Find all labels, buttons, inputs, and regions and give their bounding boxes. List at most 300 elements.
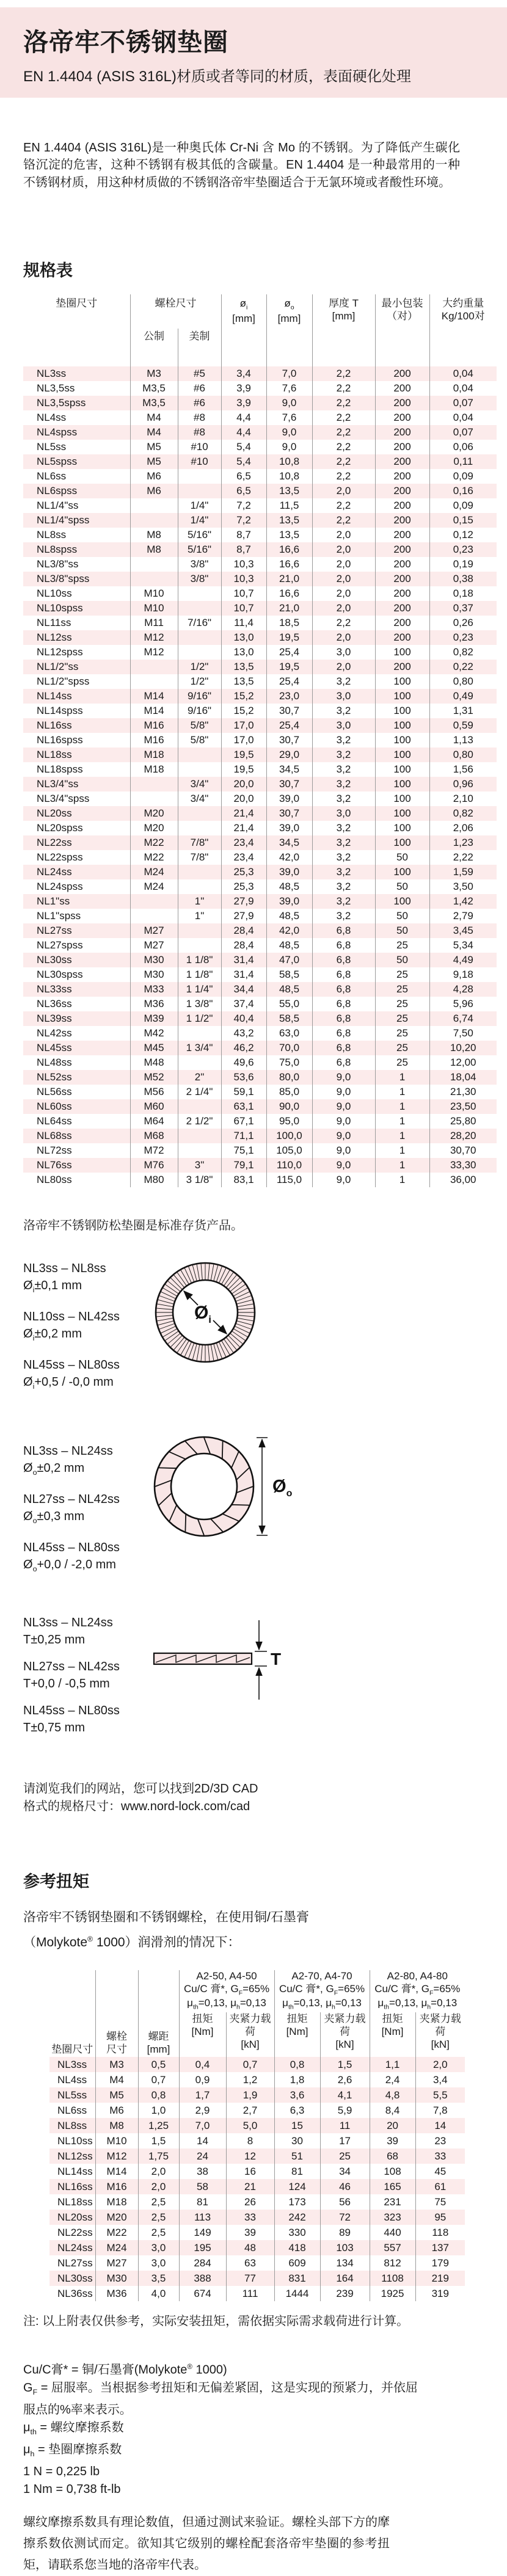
table-cell: 15	[274, 2118, 320, 2133]
size-range-label	[23, 1356, 153, 1395]
table-cell: 7,6	[266, 410, 312, 425]
table-cell: NL1/2"spss	[37, 675, 90, 688]
table-cell: M3	[130, 366, 178, 381]
table-cell: NL1"spss	[37, 910, 81, 922]
table-cell: 46,2	[221, 1041, 266, 1055]
table-row	[23, 953, 497, 967]
table-cell: NL12ss	[37, 631, 72, 644]
table-cell: 3,2	[312, 894, 375, 909]
table-cell	[178, 1143, 221, 1158]
table-row	[23, 835, 497, 850]
tolerance-text: $Ø_o\pm 0,2$ mm	[23, 1461, 85, 1477]
table-cell: 34,4	[221, 982, 266, 997]
table-cell: 39,0	[266, 791, 312, 806]
table-cell: 2,0	[312, 572, 375, 586]
table-cell: 30,7	[266, 704, 312, 718]
table-cell: 16,6	[266, 542, 312, 557]
table-cell: NL20ss	[37, 807, 72, 820]
table-cell: 63,1	[221, 1099, 266, 1114]
table-row	[23, 923, 497, 938]
table-cell: 137	[415, 2240, 465, 2255]
table-row	[23, 601, 497, 616]
table-cell: 200	[375, 557, 429, 572]
table-cell: 1 1/2"	[178, 1011, 221, 1026]
table-row	[49, 2072, 465, 2087]
table-cell: NL30ss	[37, 954, 72, 966]
table-cell: 200	[375, 586, 429, 601]
col-header-washer-size: 垫圈尺寸	[51, 2043, 93, 2055]
table-cell: 165	[370, 2179, 415, 2194]
table-cell: 21,0	[266, 572, 312, 586]
table-cell: 0,11	[429, 454, 497, 469]
table-cell: 13,0	[221, 645, 266, 660]
table-cell: 2,0	[312, 484, 375, 498]
table-cell: 81	[274, 2164, 320, 2179]
table-cell	[178, 821, 221, 835]
table-cell: 239	[320, 2286, 370, 2301]
table-cell: 27,9	[221, 894, 266, 909]
table-cell: 2,0	[415, 2057, 465, 2072]
table-cell: 200	[375, 425, 429, 440]
table-cell: NL33ss	[37, 983, 72, 995]
table-cell: M30	[130, 953, 178, 967]
table-cell: 16,6	[266, 557, 312, 572]
table-row	[49, 2103, 465, 2118]
table-cell: 2,2	[312, 513, 375, 528]
table-cell: 9,0	[312, 1070, 375, 1085]
table-cell: 4,1	[320, 2087, 370, 2103]
table-cell: 134	[320, 2255, 370, 2271]
table-cell: 34,5	[266, 762, 312, 777]
table-cell	[130, 513, 178, 528]
table-cell: 5,4	[221, 440, 266, 454]
table-cell: 100	[375, 645, 429, 660]
table-cell: 3,9	[221, 381, 266, 396]
table-cell: 2,0	[312, 557, 375, 572]
table-cell: 1,7	[179, 2087, 226, 2103]
table-cell: 1,23	[429, 835, 497, 850]
table-cell: NL60ss	[37, 1101, 72, 1113]
table-row	[23, 1041, 497, 1055]
table-cell: 95,0	[266, 1114, 312, 1129]
table-cell: M12	[130, 645, 178, 660]
table-row	[49, 2164, 465, 2179]
table-cell: 5,0	[226, 2118, 274, 2133]
table-cell: M52	[130, 1070, 178, 1085]
table-cell: NL22spss	[37, 851, 83, 864]
table-cell: 1,56	[429, 762, 497, 777]
table-cell: 3,2	[312, 748, 375, 762]
col-header-outer-diameter: $ø_o$ [mm]	[266, 294, 312, 366]
table-cell: #5	[178, 366, 221, 381]
tolerance-text: $Ø_i\pm 0,1$ mm	[23, 1279, 82, 1295]
table-cell: NL14ss	[57, 2165, 93, 2177]
table-row	[49, 2255, 465, 2271]
table-cell: 0,26	[429, 616, 497, 630]
table-cell: 21,0	[266, 601, 312, 616]
table-cell: 108	[370, 2164, 415, 2179]
table-cell: 100	[375, 689, 429, 704]
table-cell: #6	[178, 381, 221, 396]
table-row	[23, 572, 497, 586]
table-cell	[178, 762, 221, 777]
table-cell: 23,50	[429, 1099, 497, 1114]
table-cell: 9,0	[312, 1129, 375, 1143]
table-cell: 53,6	[221, 1070, 266, 1085]
table-cell: 25,4	[266, 645, 312, 660]
table-cell: M56	[130, 1085, 178, 1099]
col-header-clamp-3: 夹紧力载荷 [kN]	[415, 2012, 465, 2057]
table-cell: NL22ss	[57, 2226, 93, 2238]
table-cell: 0,19	[429, 557, 497, 572]
table-cell: 80,0	[266, 1070, 312, 1085]
table-cell: 12,00	[429, 1055, 497, 1070]
table-cell: 3,2	[312, 733, 375, 748]
table-cell: 2,0	[312, 586, 375, 601]
table-cell: NL5spss	[37, 456, 78, 468]
table-cell: 5,4	[221, 454, 266, 469]
table-cell: NL6ss	[57, 2104, 87, 2116]
table-cell: 1,9	[226, 2087, 274, 2103]
table-row	[23, 718, 497, 733]
table-cell: NL3,5ss	[37, 382, 75, 395]
table-cell	[178, 1099, 221, 1114]
table-cell: 25	[375, 982, 429, 997]
table-cell: 1/4"	[178, 513, 221, 528]
table-cell: 7/8"	[178, 850, 221, 865]
table-cell: 3,0	[312, 689, 375, 704]
table-cell: 25,80	[429, 1114, 497, 1129]
table-cell: 2,0	[312, 630, 375, 645]
table-cell: 113	[179, 2210, 226, 2225]
table-cell: 16,6	[266, 586, 312, 601]
outer-diameter-washer-drawing	[153, 1434, 305, 1539]
table-cell: 1	[375, 1129, 429, 1143]
table-cell: 200	[375, 528, 429, 542]
table-cell: 95	[415, 2210, 465, 2225]
table-cell: 81	[179, 2194, 226, 2210]
table-cell: 50	[375, 850, 429, 865]
table-cell: 3/8"	[178, 557, 221, 572]
table-cell: 0,04	[429, 410, 497, 425]
table-cell: 11	[320, 2118, 370, 2133]
table-cell: NL8ss	[37, 529, 67, 541]
table-cell: 2,2	[312, 396, 375, 410]
table-cell: 100	[375, 865, 429, 879]
table-cell: NL16spss	[37, 734, 83, 746]
table-cell: M6	[95, 2103, 138, 2118]
table-cell: 1	[375, 1143, 429, 1158]
table-cell: 2,2	[312, 454, 375, 469]
size-range-label	[23, 1443, 153, 1481]
range-text: NL3ss – NL8ss	[23, 1262, 106, 1276]
table-cell: NL27ss	[37, 925, 72, 937]
table-cell: 0,37	[429, 601, 497, 616]
table-cell: 388	[179, 2271, 226, 2286]
table-cell: 3,0	[312, 718, 375, 733]
spec-table	[23, 294, 497, 1187]
col-header-torque-1: 扭矩 [Nm]	[179, 2012, 226, 2057]
table-cell: M18	[130, 748, 178, 762]
table-cell: 3/8"	[178, 572, 221, 586]
table-cell: 9,0	[312, 1158, 375, 1173]
table-cell: 9/16"	[178, 689, 221, 704]
table-cell: 28,20	[429, 1129, 497, 1143]
table-cell: 0,07	[429, 425, 497, 440]
table-cell: NL3,5spss	[37, 397, 86, 409]
tolerance-text: $Ø_i+0,5 / -0,0$ mm	[23, 1375, 114, 1391]
table-cell: 164	[320, 2271, 370, 2286]
table-cell: 4,8	[370, 2087, 415, 2103]
size-range-label	[23, 1308, 153, 1347]
table-cell: NL30spss	[37, 969, 83, 981]
table-cell: 50	[375, 879, 429, 894]
table-cell: 1,8	[274, 2072, 320, 2087]
table-cell: 10,20	[429, 1041, 497, 1055]
table-cell: 284	[179, 2255, 226, 2271]
table-cell: 1 1/8"	[178, 953, 221, 967]
table-cell: 3,6	[274, 2087, 320, 2103]
table-row	[23, 410, 497, 425]
table-cell: 39,0	[266, 821, 312, 835]
table-cell: 2,2	[312, 366, 375, 381]
table-cell	[178, 806, 221, 821]
table-cell: NL4ss	[37, 412, 67, 424]
table-cell: NL1/4"ss	[37, 500, 79, 512]
table-cell: 2 1/2"	[178, 1114, 221, 1129]
outer-diameter-symbol: $Ø_o$	[272, 1477, 293, 1499]
range-text: NL3ss – NL24ss	[23, 1616, 113, 1630]
table-cell: 25,4	[266, 718, 312, 733]
table-cell: 1925	[370, 2286, 415, 2301]
table-cell: 2,9	[179, 2103, 226, 2118]
table-cell: 4,28	[429, 982, 497, 997]
table-cell: 200	[375, 440, 429, 454]
table-cell: 2,2	[312, 616, 375, 630]
table-cell: 12	[226, 2148, 274, 2164]
table-cell: 9/16"	[178, 704, 221, 718]
table-cell: M22	[130, 835, 178, 850]
table-cell: 195	[179, 2240, 226, 2255]
table-cell: NL22ss	[37, 837, 72, 849]
table-cell: NL3/8"spss	[37, 573, 90, 585]
table-cell: 0,07	[429, 396, 497, 410]
table-cell: 323	[370, 2210, 415, 2225]
table-cell: 83,1	[221, 1173, 266, 1187]
table-cell: NL18spss	[37, 763, 83, 776]
table-row	[49, 2240, 465, 2255]
table-cell: 3,4	[221, 366, 266, 381]
table-cell: M30	[130, 967, 178, 982]
table-cell: M60	[130, 1099, 178, 1114]
table-cell: 26	[226, 2194, 274, 2210]
table-row	[23, 498, 497, 513]
table-cell: 200	[375, 498, 429, 513]
table-cell: 1,0	[138, 2103, 179, 2118]
table-cell: NL6ss	[37, 470, 67, 482]
table-row	[23, 1055, 497, 1070]
table-cell: 49,6	[221, 1055, 266, 1070]
table-cell: NL5ss	[57, 2089, 87, 2101]
table-cell: 6,8	[312, 1011, 375, 1026]
table-cell: 110,0	[266, 1158, 312, 1173]
table-cell: NL3ss	[57, 2058, 87, 2070]
table-cell: 9,0	[266, 425, 312, 440]
table-row	[49, 2057, 465, 2072]
table-cell: 5,34	[429, 938, 497, 953]
table-cell: 6,8	[312, 1055, 375, 1070]
table-cell: 200	[375, 366, 429, 381]
table-cell: NL3/4"ss	[37, 778, 79, 790]
table-cell: 100	[375, 791, 429, 806]
table-cell: 7,0	[266, 366, 312, 381]
table-cell: 124	[274, 2179, 320, 2194]
table-cell: 9,0	[312, 1143, 375, 1158]
table-row	[23, 381, 497, 396]
table-cell: NL11ss	[37, 617, 71, 629]
table-row	[23, 1099, 497, 1114]
table-cell: NL12ss	[57, 2150, 93, 2162]
table-cell: 2,0	[312, 601, 375, 616]
table-cell: 0,7	[138, 2072, 179, 2087]
table-cell: M27	[130, 923, 178, 938]
size-range-label	[23, 1614, 153, 1648]
table-cell: 6,8	[312, 997, 375, 1011]
table-cell: 55,0	[266, 997, 312, 1011]
table-cell: M14	[95, 2164, 138, 2179]
table-cell: 9,18	[429, 967, 497, 982]
table-row	[23, 645, 497, 660]
thickness-symbol: T	[271, 1650, 282, 1669]
table-cell: 219	[415, 2271, 465, 2286]
table-cell: 2,4	[370, 2072, 415, 2087]
table-cell: 14	[179, 2133, 226, 2148]
tolerance-text: $Ø_i\pm 0,2$ mm	[23, 1327, 82, 1343]
table-row	[23, 938, 497, 953]
table-cell: 0,8	[274, 2057, 320, 2072]
table-cell	[130, 909, 178, 923]
table-cell: 25	[375, 1055, 429, 1070]
table-row	[23, 484, 497, 498]
table-cell: NL39ss	[37, 1013, 72, 1025]
group-header-a2-70: A2-70, A4-70 Cu/C 膏*, $G_F=65\%$ $\mu_{th}=0,13$, $\mu_h=0,13$	[274, 1970, 370, 2012]
table-row	[23, 630, 497, 645]
table-cell: M24	[130, 865, 178, 879]
table-cell: 4,0	[138, 2286, 179, 2301]
table-cell: M16	[130, 733, 178, 748]
table-cell: 2,10	[429, 791, 497, 806]
table-cell: NL14ss	[37, 690, 72, 702]
table-cell: 8	[226, 2133, 274, 2148]
table-cell: 18,5	[266, 616, 312, 630]
table-cell: 25	[320, 2148, 370, 2164]
table-cell: 17,0	[221, 718, 266, 733]
table-cell: 3"	[178, 1158, 221, 1173]
table-cell: 89	[320, 2225, 370, 2240]
table-cell: 1,13	[429, 733, 497, 748]
table-cell: 2"	[178, 1070, 221, 1085]
footnote-nm-ftlb: 1 Nm = 0,738 ft-lb	[23, 2483, 121, 2497]
table-cell: 47,0	[266, 953, 312, 967]
table-cell: 4,49	[429, 953, 497, 967]
table-cell	[130, 660, 178, 674]
table-cell: NL27spss	[37, 939, 83, 951]
table-cell: 61	[415, 2179, 465, 2194]
table-cell: 2,5	[138, 2225, 179, 2240]
table-cell: 30,7	[266, 806, 312, 821]
table-cell: NL8spss	[37, 544, 78, 556]
table-cell: 28,4	[221, 923, 266, 938]
table-row	[49, 2087, 465, 2103]
table-cell: 7/16"	[178, 616, 221, 630]
inner-diameter-labels	[23, 1260, 153, 1405]
spec-table-header	[23, 294, 497, 366]
table-row	[23, 982, 497, 997]
table-cell: M45	[130, 1041, 178, 1055]
table-row	[23, 997, 497, 1011]
table-cell: 48	[226, 2240, 274, 2255]
table-cell: 7,2	[221, 513, 266, 528]
table-cell: 33	[226, 2210, 274, 2225]
table-cell: NL45ss	[37, 1042, 72, 1054]
table-cell: 11,4	[221, 616, 266, 630]
table-cell: 200	[375, 542, 429, 557]
table-row	[23, 806, 497, 821]
table-cell	[130, 777, 178, 791]
table-cell: 1,1	[370, 2057, 415, 2072]
table-cell: NL48ss	[37, 1057, 72, 1069]
datasheet-page	[0, 7, 507, 2572]
table-cell: 23,4	[221, 850, 266, 865]
table-cell: 25	[375, 938, 429, 953]
table-cell: 2,2	[312, 440, 375, 454]
table-cell: 5,96	[429, 997, 497, 1011]
table-cell: 1	[375, 1070, 429, 1085]
table-cell: 1	[375, 1173, 429, 1187]
table-cell: NL24spss	[37, 881, 83, 893]
size-range-label	[23, 1539, 153, 1577]
table-cell: 200	[375, 469, 429, 484]
table-cell: 36,00	[429, 1173, 497, 1187]
table-cell: 0,80	[429, 748, 497, 762]
table-cell: 100	[375, 718, 429, 733]
table-cell: 200	[375, 616, 429, 630]
table-cell: 5/16"	[178, 542, 221, 557]
table-cell: 72	[320, 2210, 370, 2225]
table-cell: 173	[274, 2194, 320, 2210]
table-cell: 43,2	[221, 1026, 266, 1041]
table-cell: 1"	[178, 894, 221, 909]
table-cell: 50	[375, 953, 429, 967]
table-cell: 200	[375, 601, 429, 616]
intro-paragraph: EN 1.4404 (ASIS 316L)是一种奥氏体 Cr-Ni 含 Mo 的不锈钢。为了降低产生碳化铬沉淀的危害，这种不锈钢有极其低的含碳量。EN 1.4404 是一种最常用的一种不锈钢材质，用这种材质做的不锈钢洛帝牢垫圈适合于无氯环境或者酸性环境。	[23, 141, 460, 189]
table-cell: 231	[370, 2194, 415, 2210]
table-cell: 5,9	[320, 2103, 370, 2118]
table-cell: NL1/4"spss	[37, 514, 90, 526]
table-row	[49, 2210, 465, 2225]
table-cell: M16	[130, 718, 178, 733]
table-cell: 30	[274, 2133, 320, 2148]
table-cell: 3,2	[312, 879, 375, 894]
table-cell: 15,2	[221, 704, 266, 718]
table-cell: NL20ss	[57, 2211, 93, 2223]
table-cell: 25	[375, 1041, 429, 1055]
table-cell: 7,0	[179, 2118, 226, 2133]
table-cell: 75,0	[266, 1055, 312, 1070]
tolerance-text: $Ø_o+0,0 / -2,0$ mm	[23, 1558, 116, 1574]
table-cell: 7,2	[221, 498, 266, 513]
table-cell	[178, 879, 221, 894]
